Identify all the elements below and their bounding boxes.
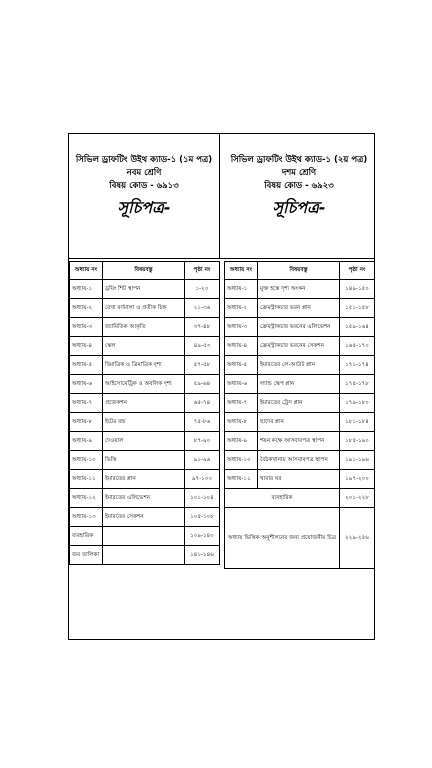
left-book-title: সিভিল ড্রাফটিং উইথ ক্যাড-১ (১ম পত্র) — [75, 155, 213, 165]
chapter-cell: অধ্যায়-১৩ — [70, 508, 103, 527]
table-row — [70, 318, 220, 337]
page-cell: ১০৯-১৪০ — [185, 527, 220, 546]
chapter-cell: অধ্যায়-৪ — [225, 337, 258, 356]
right-contents — [224, 261, 375, 569]
page-cell: ৫৯-৬৪ — [185, 375, 220, 394]
chapter-cell: অধ্যায়-৫ — [70, 356, 103, 375]
subject-cell: আইসোমেট্রিক ও অবলিক দৃশ্য — [103, 375, 185, 394]
right-header — [224, 154, 374, 221]
chapter-cell: অধ্যায়-১০ — [225, 451, 258, 470]
table-row — [225, 337, 375, 356]
page-cell: ৮৭-৯০ — [185, 432, 220, 451]
subject-cell: শয়ন কক্ষে আসবাবপত্র স্থাপন — [258, 432, 340, 451]
chapter-cell: অধ্যায়-৩ — [225, 318, 258, 337]
table-row — [225, 470, 375, 489]
page-cell: ১৮৫-১৯০ — [340, 432, 375, 451]
page-cell: ১৭১-১৭৪ — [340, 356, 375, 375]
page-cell: ১০৫-১০৮ — [185, 508, 220, 527]
right-extra-row — [225, 508, 375, 569]
subject-cell: ফ্রেমস্ট্রাকচার ভবনের এলিভেশন — [258, 318, 340, 337]
page-cell: ১৫৯-১৬৪ — [340, 318, 375, 337]
subject-cell: বৈঠকখানায় আসবাবপত্র স্থাপন — [258, 451, 340, 470]
left-header-row — [70, 262, 220, 280]
table-row — [70, 299, 220, 318]
table-row — [225, 318, 375, 337]
col-page-header: পৃষ্ঠা নং — [340, 262, 375, 280]
left-header — [69, 154, 219, 221]
chapter-cell: অধ্যায়-৭ — [225, 394, 258, 413]
subject-cell: দেওয়াল — [103, 432, 185, 451]
right-subject-code: বিষয় কোড - ৬৯২৩ — [264, 181, 334, 191]
subject-cell: প্রজেকশন — [103, 394, 185, 413]
left-subject-code: বিষয় কোড - ৬৯১৩ — [109, 181, 179, 191]
chapter-cell: অধ্যায়-৬ — [70, 375, 103, 394]
table-row — [70, 546, 220, 565]
right-header-row — [225, 262, 375, 280]
page-cell: ৯১-৯৬ — [185, 451, 220, 470]
page-cell: ৯৭-১০০ — [185, 470, 220, 489]
page-cell: ১৯৭-২০০ — [340, 470, 375, 489]
chapter-cell: অধ্যায়-১১ — [70, 470, 103, 489]
subject-cell: ফ্রেমস্ট্রাকচার ভবনের সেকশন — [258, 337, 340, 356]
page-cell: ১০১-১০৪ — [185, 489, 220, 508]
chapter-cell: জব তালিকা — [70, 546, 103, 565]
subject-cell: ড্রয়িং শিট স্থাপন — [103, 280, 185, 299]
subject-cell: রেখা বর্ণমালা ও প্রতীক চিহ্ন — [103, 299, 185, 318]
extra-page: ২২৯-২৫৬ — [340, 508, 375, 569]
table-row — [70, 375, 220, 394]
chapter-cell: অধ্যায়-৯ — [70, 432, 103, 451]
chapter-cell: অধ্যায়-৯ — [225, 432, 258, 451]
subject-cell: দ্বিমাত্রিক ও ত্রিমাত্রিক দৃশ্য — [103, 356, 185, 375]
subject-cell: ইমারতের লে-আউট প্লান — [258, 356, 340, 375]
subject-cell: খাবার ঘর — [258, 470, 340, 489]
extra-label: অধ্যায় ভিত্তিক অনুশীলনের জন্য প্রয়োজনীয় চিত্র — [225, 508, 340, 569]
chapter-cell: অধ্যায়-৮ — [70, 413, 103, 432]
subject-cell: জ্যামিতিক আকৃতি — [103, 318, 185, 337]
col-page-header: পৃষ্ঠা নং — [185, 262, 220, 280]
page-cell: ৫৭-৫৮ — [185, 356, 220, 375]
col-chapter-header: অধ্যায় নং — [225, 262, 258, 280]
right-rows — [225, 280, 375, 489]
header-band — [69, 134, 374, 259]
index-frame — [68, 133, 375, 640]
chapter-cell: অধ্যায়-১ — [70, 280, 103, 299]
chapter-cell: ব্যবহারিক — [70, 527, 103, 546]
right-index-title: সূচিপত্র- — [272, 198, 326, 217]
chapter-cell: অধ্যায়-২ — [225, 299, 258, 318]
left-contents — [69, 261, 220, 565]
subject-cell: স্কেল — [103, 337, 185, 356]
chapter-cell: অধ্যায়-১১ — [225, 470, 258, 489]
practical-page: ২০১-২২৮ — [340, 489, 375, 508]
chapter-cell: অধ্যায়-২ — [70, 299, 103, 318]
table-row — [70, 489, 220, 508]
subject-cell: ভিত্তি — [103, 451, 185, 470]
page-cell: ১৪৯-১৫০ — [340, 280, 375, 299]
page-cell: ১৯১-১৯৬ — [340, 451, 375, 470]
chapter-cell: অধ্যায়-৬ — [225, 375, 258, 394]
page-cell: ১-২০ — [185, 280, 220, 299]
table-row — [70, 508, 220, 527]
right-class: দশম শ্রেণি — [281, 168, 317, 178]
col-chapter-header: অধ্যায় নং — [70, 262, 103, 280]
subject-cell: ইমারতের সেকশন — [103, 508, 185, 527]
subject-cell — [103, 546, 185, 565]
page-cell: ১৬৫-১৭০ — [340, 337, 375, 356]
right-practical-row — [225, 489, 375, 508]
header-divider — [219, 134, 220, 258]
subject-cell: ফ্রেমস্ট্রাকচার ভবন প্লান — [258, 299, 340, 318]
right-contents-table — [224, 261, 375, 569]
page-cell: ১৫১-১৫৮ — [340, 299, 375, 318]
page-cell: ১৪১-১৪৬ — [185, 546, 220, 565]
table-row — [70, 413, 220, 432]
table-row — [225, 451, 375, 470]
page-cell: ১৭৫-১৭৮ — [340, 375, 375, 394]
table-row — [70, 470, 220, 489]
chapter-cell: অধ্যায়-১ — [225, 280, 258, 299]
page-cell: ২১-৩৬ — [185, 299, 220, 318]
table-row — [225, 280, 375, 299]
page-cell: ৪৯-৫৩ — [185, 337, 220, 356]
subject-cell: মুক্ত হস্তে দৃশ্য অংকন — [258, 280, 340, 299]
left-contents-table — [69, 261, 220, 565]
chapter-cell: অধ্যায়-১০ — [70, 451, 103, 470]
chapter-cell: অধ্যায়-৩ — [70, 318, 103, 337]
table-row — [70, 451, 220, 470]
page-cell: ৭৫-৮৬ — [185, 413, 220, 432]
subject-cell: ইমারতের এলিভেশন — [103, 489, 185, 508]
chapter-cell: অধ্যায়-৪ — [70, 337, 103, 356]
subject-cell — [103, 527, 185, 546]
chapter-cell: অধ্যায়-৮ — [225, 413, 258, 432]
subject-cell: ইমারতের ট্রেস প্লান — [258, 394, 340, 413]
left-class: নবম শ্রেণি — [126, 168, 162, 178]
page-cell: ৬৫-৭৪ — [185, 394, 220, 413]
table-row — [70, 356, 220, 375]
table-row — [70, 394, 220, 413]
subject-cell: ইটের বন্ড — [103, 413, 185, 432]
page-cell: ৩৭-৪৮ — [185, 318, 220, 337]
table-row — [70, 280, 220, 299]
table-row — [225, 394, 375, 413]
chapter-cell: অধ্যায়-৭ — [70, 394, 103, 413]
subject-cell: ছাদের প্লান — [258, 413, 340, 432]
page-cell: ১৮১-১৮৪ — [340, 413, 375, 432]
right-book-title: সিভিল ড্রাফটিং উইথ ক্যাড-১ (২য় পত্র) — [230, 155, 368, 165]
subject-cell: ইমারতের প্লান — [103, 470, 185, 489]
table-row — [70, 527, 220, 546]
left-index-title: সূচিপত্র- — [117, 198, 171, 217]
page-cell: ১৭৯-১৮০ — [340, 394, 375, 413]
practical-label: ব্যবহারিক — [225, 489, 340, 508]
left-rows — [70, 280, 220, 565]
chapter-cell: অধ্যায়-৫ — [225, 356, 258, 375]
col-subject-header: বিষয়বস্তু — [258, 262, 340, 280]
table-row — [225, 413, 375, 432]
table-row — [225, 356, 375, 375]
chapter-cell: অধ্যায়-১২ — [70, 489, 103, 508]
table-row — [70, 337, 220, 356]
table-row — [70, 432, 220, 451]
col-subject-header: বিষয়বস্তু — [103, 262, 185, 280]
table-row — [225, 299, 375, 318]
table-row — [225, 375, 375, 394]
table-row — [225, 432, 375, 451]
subject-cell: ল্যান্ড স্কেপ প্লান — [258, 375, 340, 394]
